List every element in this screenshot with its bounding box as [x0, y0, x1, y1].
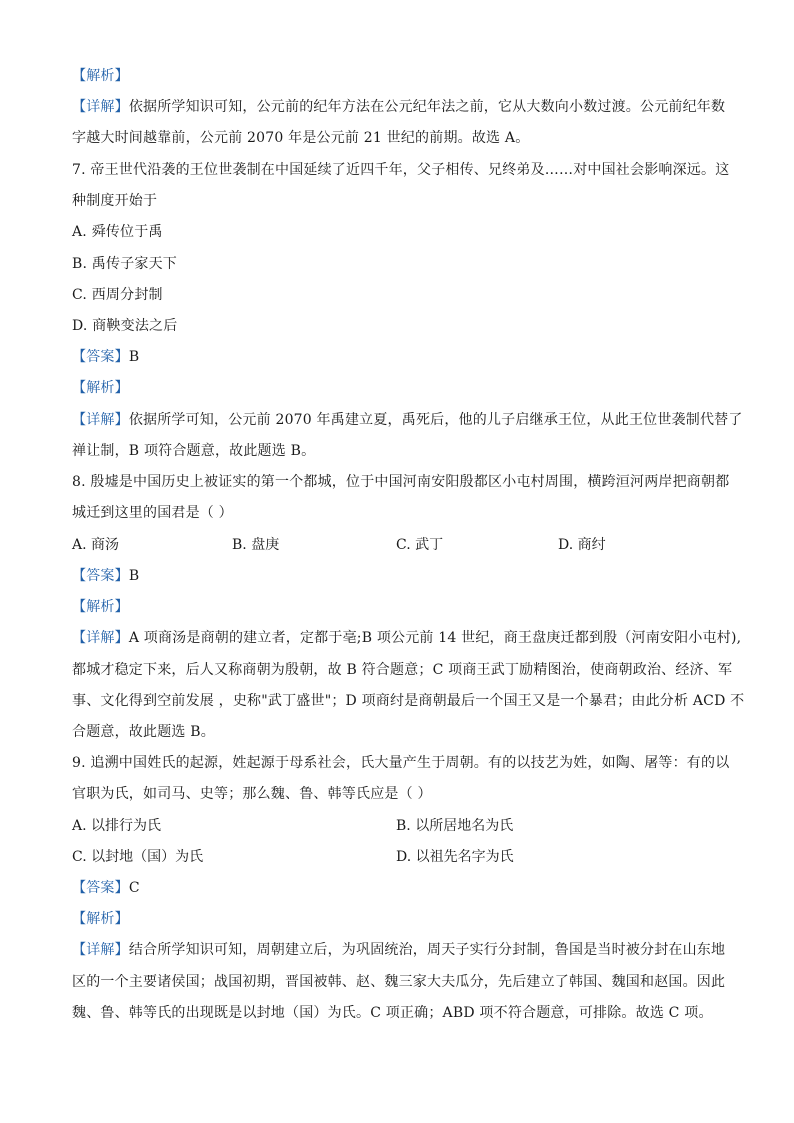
q8-option-c: C. 武丁 [396, 537, 444, 553]
q9-answer: 【答案】C [72, 880, 140, 896]
q9-analysis-tag: 【解析】 [72, 911, 129, 927]
q9-stem-line-2: 官职为氏，如司马、史等；那么魏、鲁、韩等氏应是（ ） [72, 786, 432, 802]
q6-detail-line-2: 字越大时间越靠前，公元前 2070 年是公元前 21 世纪的前期。故选 A。 [72, 130, 530, 146]
q8-detail-line-4: 合题意，故此题选 B。 [72, 724, 215, 740]
q8-option-d: D. 商纣 [558, 537, 606, 553]
q8-option-a: A. 商汤 [72, 537, 120, 553]
q8-stem-line-1: 8. 殷墟是中国历史上被证实的第一个都城，位于中国河南安阳殷都区小屯村周围，横跨洹河两岸把商朝都 [72, 474, 730, 490]
q7-answer: 【答案】B [72, 349, 140, 365]
q7-stem-line-1: 7. 帝王世代沿袭的王位世袭制在中国延续了近四千年，父子相传、兄终弟及……对中国社会影响深远。这 [72, 162, 730, 178]
q9-detail-line-2: 区的一个主要诸侯国；战国初期，晋国被韩、赵、魏三家大夫瓜分，先后建立了韩国、魏国和赵国。因此 [72, 974, 726, 990]
q7-option-c: C. 西周分封制 [72, 287, 163, 303]
q9-stem-line-1: 9. 追溯中国姓氏的起源，姓起源于母系社会，氏大量产生于周朝。有的以技艺为姓，如陶、屠等：有的以 [72, 755, 730, 771]
q8-analysis-tag: 【解析】 [72, 599, 129, 615]
q7-detail-line-2: 禅让制，B 项符合题意，故此题选 B。 [72, 443, 316, 459]
q7-detail-line-1: 【详解】依据所学可知，公元前 2070 年禹建立夏，禹死后，他的儿子启继承王位，从此王位世袭制代替了 [72, 412, 743, 428]
q9-option-a: A. 以排行为氏 [72, 818, 162, 834]
q6-detail-line-1: 【详解】依据所学知识可知，公元前的纪年方法在公元纪年法之前，它从大数向小数过渡。公元前纪年数 [72, 99, 726, 115]
q7-analysis-tag: 【解析】 [72, 380, 129, 396]
q9-option-c: C. 以封地（国）为氏 [72, 849, 204, 865]
q7-option-b: B. 禹传子家天下 [72, 256, 177, 272]
q8-detail-line-3: 事、文化得到空前发展 ，史称"武丁盛世"；D 项商纣是商朝最后一个国王又是一个暴君；由此分析 ACD 不 [72, 693, 745, 709]
q9-option-d: D. 以祖先名字为氏 [396, 849, 514, 865]
q7-option-d: D. 商鞅变法之后 [72, 318, 178, 334]
q9-option-b: B. 以所居地名为氏 [396, 818, 514, 834]
q8-detail-line-1: 【详解】A 项商汤是商朝的建立者，定都于亳;B 项公元前 14 世纪，商王盘庚迁都到殷（河南安阳小屯村), [72, 630, 742, 646]
q9-detail-line-3: 魏、鲁、韩等氏的出现既是以封地（国）为氏。C 项正确；ABD 项不符合题意，可排除。故选 C 项。 [72, 1005, 713, 1021]
q8-option-b: B. 盘庚 [232, 537, 280, 553]
q7-option-a: A. 舜传位于禹 [72, 224, 163, 240]
q6-analysis-tag: 【解析】 [72, 68, 129, 84]
q8-stem-line-2: 城迁到这里的国君是（ ） [72, 505, 233, 521]
q8-answer: 【答案】B [72, 568, 140, 584]
q7-stem-line-2: 种制度开始于 [72, 193, 158, 209]
q9-detail-line-1: 【详解】结合所学知识可知，周朝建立后，为巩固统治，周天子实行分封制，鲁国是当时被分封在山东地 [72, 942, 726, 958]
q8-detail-line-2: 都城才稳定下来，后人又称商朝为殷朝，故 B 符合题意；C 项商王武丁励精图治，使商朝政治、经济、军 [72, 662, 733, 678]
